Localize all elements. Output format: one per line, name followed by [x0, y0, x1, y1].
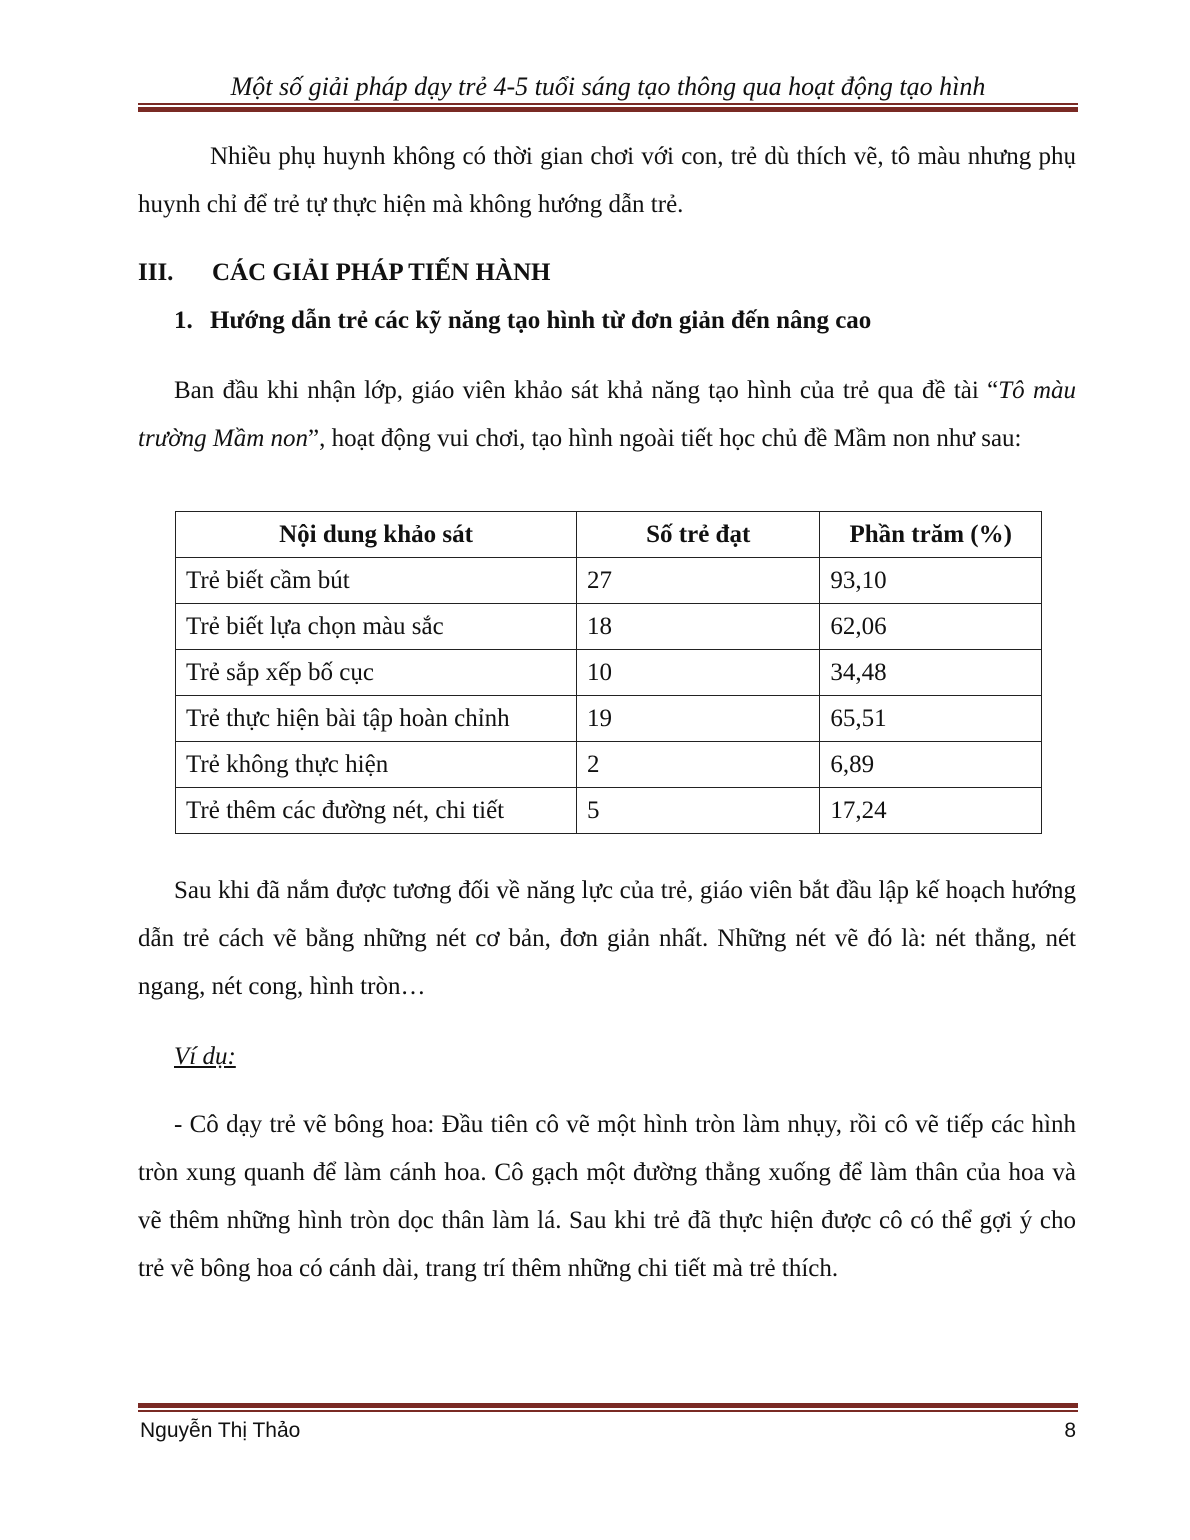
table-cell-percent: 6,89	[820, 742, 1042, 788]
table-cell-content: Trẻ không thực hiện	[176, 742, 577, 788]
table-header-percent: Phần trăm (%)	[820, 512, 1042, 558]
survey-intro-paragraph	[138, 367, 1076, 463]
table-row	[176, 558, 1042, 604]
after-table-paragraph: Sau khi đã nắm được tương đối về năng lực của trẻ, giáo viên bắt đầu lập kế hoạch hướng dẫn trẻ cách vẽ bằng những nét cơ bản, đơn giản nhất. Những nét vẽ đó là: nét thẳng, nét ngang, nét cong, hình tròn…	[138, 877, 1076, 1000]
table-cell-content: Trẻ sắp xếp bố cục	[176, 650, 577, 696]
table-cell-count: 2	[577, 742, 820, 788]
table-cell-content: Trẻ thực hiện bài tập hoàn chỉnh	[176, 696, 577, 742]
table-cell-count: 19	[577, 696, 820, 742]
example-paragraph: - Cô dạy trẻ vẽ bông hoa: Đầu tiên cô vẽ một hình tròn làm nhụy, rồi cô vẽ tiếp các hình tròn xung quanh để làm cánh hoa. Cô gạch một đường thẳng xuống để làm thân của hoa và vẽ thêm những hình tròn dọc thân làm lá. Sau khi trẻ đã thực hiện được cô có thể gợi ý cho trẻ vẽ bông hoa có cánh dài, trang trí thêm những chi tiết mà trẻ thích.	[138, 1111, 1076, 1282]
table-cell-content: Trẻ biết cầm bút	[176, 558, 577, 604]
table-header-count: Số trẻ đạt	[577, 512, 820, 558]
table-cell-percent: 65,51	[820, 696, 1042, 742]
subsection-title: Hướng dẫn trẻ các kỹ năng tạo hình từ đơn giản đến nâng cao	[210, 307, 872, 334]
header-title: Một số giải pháp dạy trẻ 4-5 tuổi sáng tạo thông qua hoạt động tạo hình	[230, 72, 986, 101]
subsection-number: 1.	[174, 307, 193, 334]
page-number: 8	[1064, 1419, 1076, 1442]
table-cell-percent: 62,06	[820, 604, 1042, 650]
table-row	[176, 650, 1042, 696]
example-label: Ví dụ:	[174, 1043, 236, 1070]
table-cell-percent: 93,10	[820, 558, 1042, 604]
intro-paragraph: Nhiều phụ huynh không có thời gian chơi với con, trẻ dù thích vẽ, tô màu nhưng phụ huynh chỉ để trẻ tự thực hiện mà không hướng dẫn trẻ.	[138, 143, 1076, 218]
footer-rule-thin	[138, 1410, 1078, 1412]
table-header-row	[176, 512, 1042, 558]
table-cell-count: 27	[577, 558, 820, 604]
table-row	[176, 742, 1042, 788]
table-cell-count: 10	[577, 650, 820, 696]
table-cell-percent: 17,24	[820, 788, 1042, 834]
table-cell-percent: 34,48	[820, 650, 1042, 696]
footer-rule-thick	[138, 1403, 1078, 1408]
survey-topic: Tô màu trường Mầm non	[138, 377, 1076, 452]
table-row	[176, 696, 1042, 742]
subsection-heading	[174, 301, 871, 341]
section-title: CÁC GIẢI PHÁP TIẾN HÀNH	[212, 259, 551, 286]
section-heading	[138, 253, 550, 293]
table-row	[176, 788, 1042, 834]
table-header-content: Nội dung khảo sát	[176, 512, 577, 558]
footer-author: Nguyễn Thị Thảo	[140, 1419, 301, 1442]
header-rule-thin	[138, 103, 1078, 105]
survey-intro-part1: Ban đầu khi nhận lớp, giáo viên khảo sát khả năng tạo hình của trẻ qua đề tài “	[174, 377, 999, 404]
table-cell-count: 18	[577, 604, 820, 650]
survey-intro-part2: ”, hoạt động vui chơi, tạo hình ngoài tiết học chủ đề Mầm non như sau:	[308, 425, 1022, 452]
survey-table	[175, 511, 1042, 834]
table-cell-content: Trẻ biết lựa chọn màu sắc	[176, 604, 577, 650]
header-rule-thick	[138, 107, 1078, 112]
section-number: III.	[138, 259, 174, 286]
table-cell-content: Trẻ thêm các đường nét, chi tiết	[176, 788, 577, 834]
table-cell-count: 5	[577, 788, 820, 834]
table-row	[176, 604, 1042, 650]
